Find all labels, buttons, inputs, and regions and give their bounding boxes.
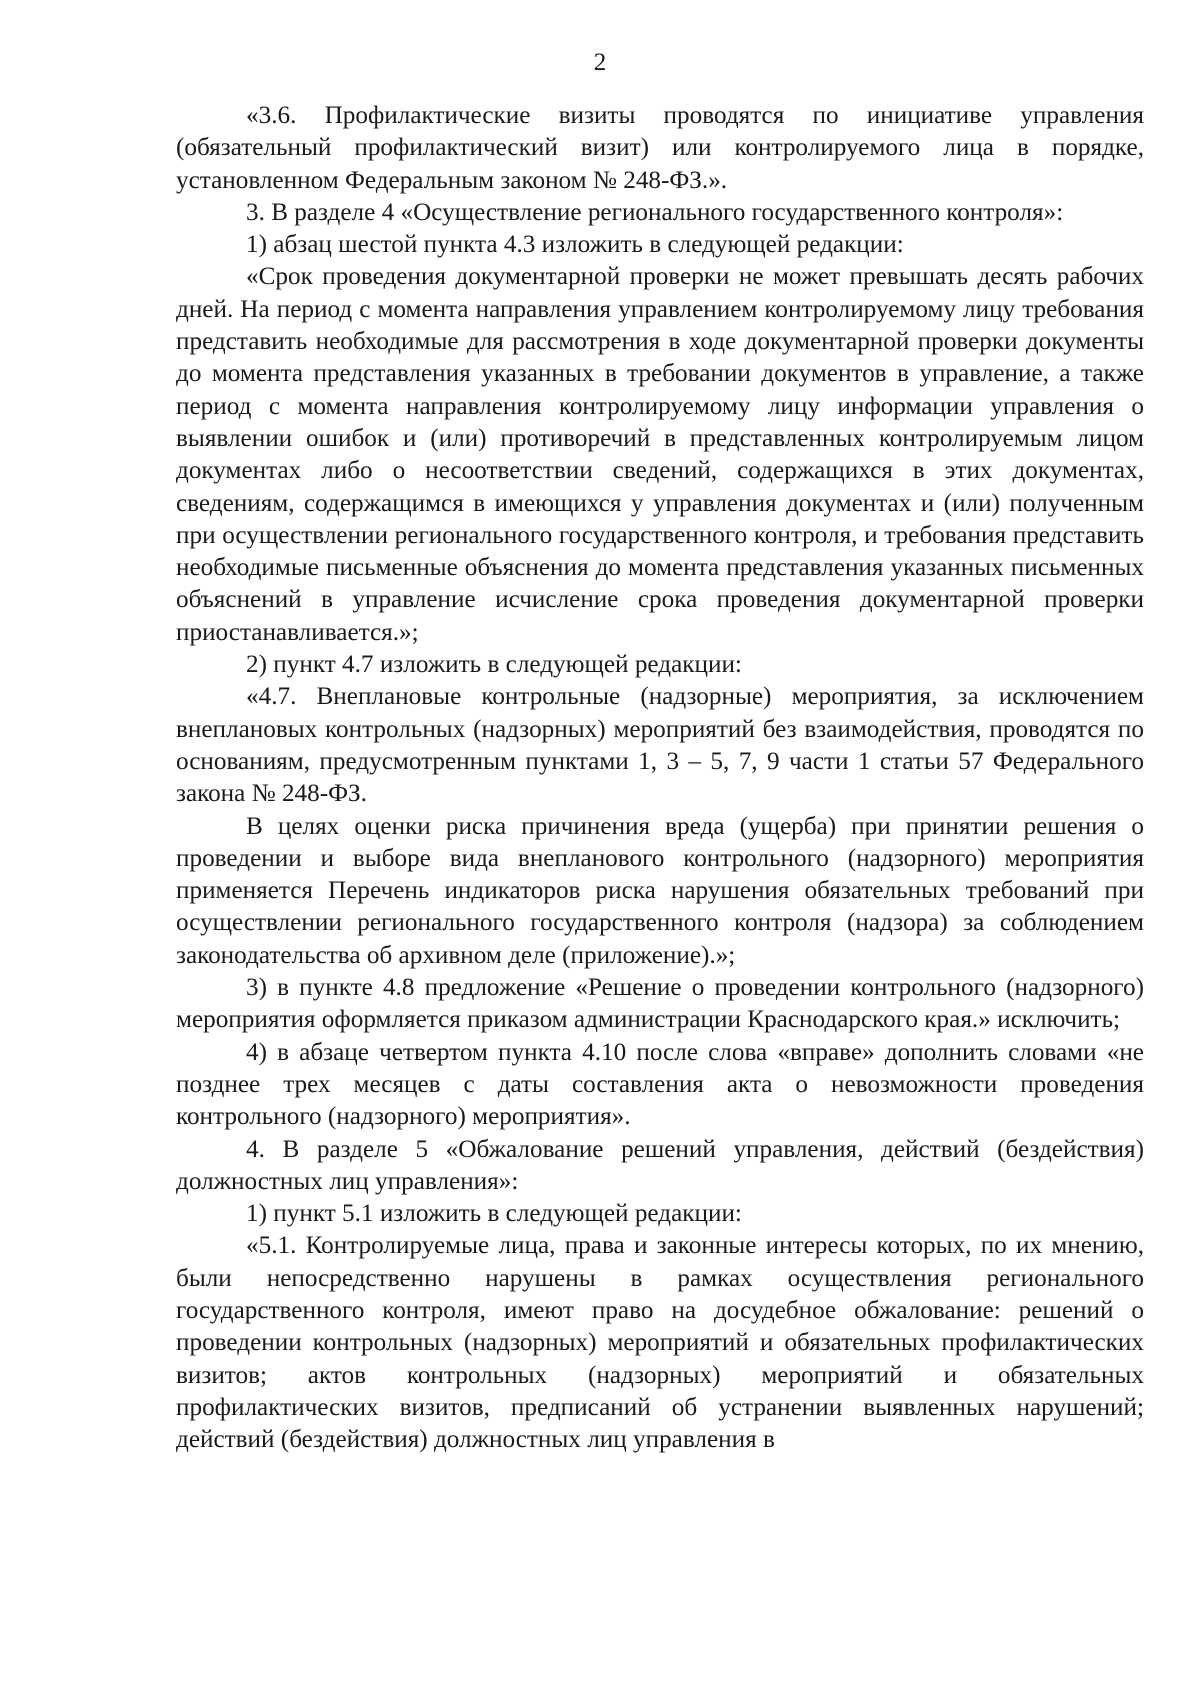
document-body: [176, 100, 1144, 1456]
paragraph-3-6-quote: «3.6. Профилактические визиты проводятся по инициативе управления (обязательный профилактический визит) или контролируемого лица в порядке, установленном Федеральным законом № 248-ФЗ.».: [176, 102, 1144, 194]
paragraph-item-4-3: 1) абзац шестой пункта 4.3 изложить в следующей редакции:: [246, 231, 904, 259]
paragraph-unscheduled-measures: «4.7. Внеплановые контрольные (надзорные) мероприятия, за исключением внеплановых контрольных (надзорных) мероприятий без взаимодействия, проводятся по основаниям, предусмотренным пунктами 1, 3 – 5, 7, 9 части 1 статьи 57 Федерального закона № 248-ФЗ.: [176, 683, 1144, 808]
paragraph-section-5-heading: 4. В разделе 5 «Обжалование решений управления, действий (бездействия) должностных лиц управления»:: [176, 1135, 1144, 1195]
paragraph-documentary-check-term: «Срок проведения документарной проверки не может превышать десять рабочих дней. На период с момента направления управлением контролируемому лицу требования представить необходимые для рассмотрения в ходе документарной проверки документы до момента представления указанных в требовании документов в управление, а также период с момента направления контролируемому лицу информации управления о выявлении ошибок и (или) противоречий в представленных контролируемым лицом документах либо о несоответствии сведений, содержащихся в этих документах, сведениям, содержащимся в имеющихся у управления документах и (или) полученным при осуществлении регионального государственного контроля, и требования представить необходимые письменные объяснения до момента представления указанных письменных объяснений в управление исчисление срока проведения документарной проверки приостанавливается.»;: [176, 263, 1144, 646]
paragraph-appeal-rights: «5.1. Контролируемые лица, права и законные интересы которых, по их мнению, были непосредственно нарушены в рамках осуществления регионального государственного контроля, имеют право на досудебное обжалование: решений о проведении контрольных (надзорных) мероприятий и обязательных профилактических визитов; актов контрольных (надзорных) мероприятий и обязательных профилактических визитов, предписаний об устранении выявленных нарушений; действий (бездействия) должностных лиц управления в: [176, 1232, 1144, 1454]
paragraph-item-4-10: 4) в абзаце четвертом пункта 4.10 после слова «вправе» дополнить словами «не позднее трех месяцев с даты составления акта о невозможности проведения контрольного (надзорного) мероприятия».: [176, 1038, 1144, 1131]
paragraph-risk-assessment: В целях оценки риска причинения вреда (ущерба) при принятии решения о проведении и выборе вида внепланового контрольного (надзорного) мероприятия применяется Перечень индикаторов риска нарушения обязательных требований при осуществлении регионального государственного контроля (надзора) за соблюдением законодательства об архивном деле (приложение).»;: [176, 812, 1144, 969]
page-number: 2: [593, 49, 607, 76]
paragraph-item-4-8: 3) в пункте 4.8 предложение «Решение о проведении контрольного (надзорного) мероприятия оформляется приказом администрации Краснодарского края.» исключить;: [176, 974, 1144, 1034]
paragraph-section-4-heading: 3. В разделе 4 «Осуществление регионального государственного контроля»:: [246, 198, 1064, 226]
paragraph-item-4-7: 2) пункт 4.7 изложить в следующей редакции:: [246, 651, 742, 679]
paragraph-item-5-1: 1) пункт 5.1 изложить в следующей редакции:: [246, 1200, 742, 1228]
